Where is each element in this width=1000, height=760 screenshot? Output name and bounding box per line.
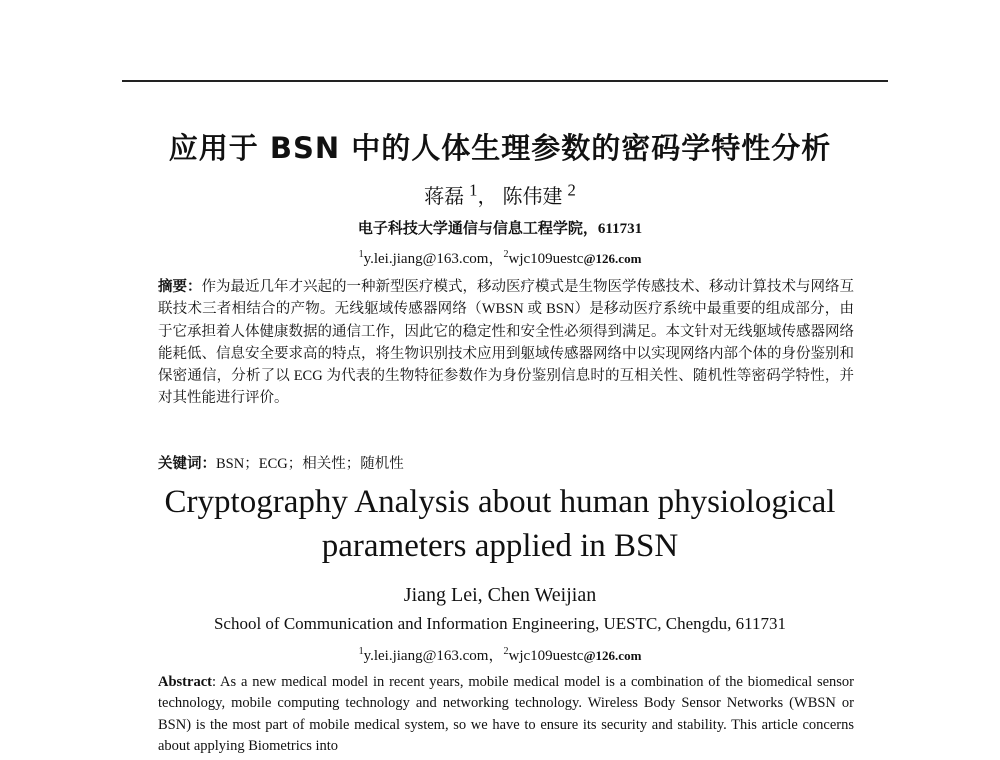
en-title (0, 480, 1000, 568)
en-email-line (0, 644, 1000, 665)
en-title-line-2: parameters applied in BSN (321, 528, 679, 564)
en-email-1: y.lei.jiang@163.com (363, 648, 489, 664)
en-email-2-user: wjc109uestc (508, 648, 584, 664)
en-abstract-label: Abstract (158, 674, 212, 690)
en-authors: Jiang Lei, Chen Weijian (403, 584, 597, 606)
cn-keywords-text: BSN；ECG；相关性；随机性 (216, 456, 404, 472)
en-title-line-1: Cryptography Analysis about human physiological (164, 484, 836, 520)
cn-abstract (158, 276, 854, 410)
cn-author-2-sup: 2 (567, 180, 576, 200)
email-2-user: wjc109uestc (508, 251, 584, 267)
en-email-1-sup: 1 (358, 646, 364, 657)
en-affiliation: School of Communication and Information Engineering, UESTC, Chengdu, 611731 (213, 614, 787, 633)
header-rule (122, 80, 888, 82)
en-abstract (158, 672, 854, 757)
en-email-2-sup: 2 (503, 646, 509, 657)
email-2-sup: 2 (503, 249, 509, 260)
cn-affiliation: 电子科技大学通信与信息工程学院，611731 (357, 221, 643, 237)
cn-author-1: 蒋磊 (424, 186, 465, 208)
email-1: y.lei.jiang@163.com (363, 251, 489, 267)
en-email-2-domain: @126.com (583, 648, 642, 663)
cn-abstract-label: 摘要： (158, 279, 202, 295)
cn-author-2: 陈伟建 (502, 186, 563, 208)
cn-email-line (0, 247, 1000, 268)
cn-authors (0, 180, 1000, 209)
cn-keywords-label: 关键词： (158, 456, 216, 472)
email-sep: ， (488, 251, 504, 267)
cn-author-sep: ， (477, 186, 498, 208)
cn-author-1-sup: 1 (469, 180, 478, 200)
email-1-sup: 1 (358, 249, 364, 260)
en-email-sep: ， (488, 648, 504, 664)
cn-title: 应用于 BSN 中的人体生理参数的密码学特性分析 (168, 131, 832, 165)
cn-keywords (158, 452, 854, 473)
en-abstract-text: : As a new medical model in recent years, mobile medical model is a combination of the biomedical sensor technology, mobile computing technology and networking technology. Wireless Body Sensor Networks (WBSN or BSN) is the most part of mobile medical system, so we have to ensure its security and stability. This article concerns about applying Biometrics into (158, 674, 854, 754)
cn-abstract-text: 作为最近几年才兴起的一种新型医疗模式，移动医疗模式是生物医学传感技术、移动计算技术与网络互联技术三者相结合的产物。无线躯域传感器网络（WBSN 或 BSN）是移动医疗系统中最重要的组成部分，由于它承担着人体健康数据的通信工作，因此它的稳定性和安全性必须得到满足。本文针对无线躯域传感器网络能耗低、信息安全要求高的特点，将生物识别技术应用到躯域传感器网络中以实现网络内部个体的身份鉴别和保密通信，分析了以 ECG 为代表的生物特征参数作为身份鉴别信息时的互相关性、随机性等密码学特性，并对其性能进行评价。 (158, 279, 854, 407)
email-2-domain: @126.com (583, 251, 642, 266)
